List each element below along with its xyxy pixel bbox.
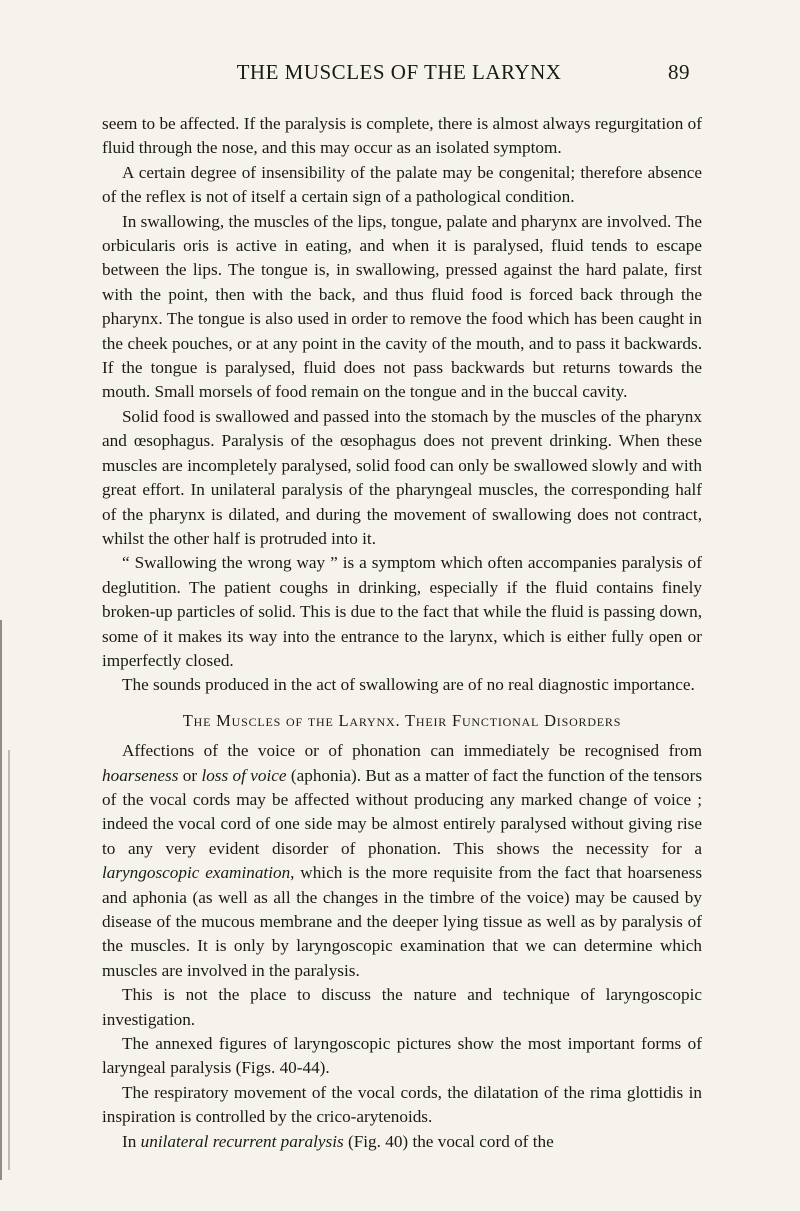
body-text: [102, 112, 702, 1154]
paragraph: This is not the place to discuss the nature and technique of laryngoscopic investigation.: [102, 985, 702, 1029]
paragraph: A certain degree of insensibility of the palate may be congenital; therefore absence of the reflex is not of itself a certain sign of a pathological condition.: [102, 162, 702, 207]
paragraph: The annexed figures of laryngoscopic pictures show the most important forms of laryngeal paralysis (Figs. 40-44).: [102, 1034, 702, 1078]
paragraph: Affections of the voice or of phonation can immediately be recognised from hoarseness or loss of voice (aphonia). But as a matter of fact the function of the tensors of the vocal cords may be affected without producing any marked change of voice ; indeed the vocal cord of one side may be almost entirely paralysed without giving rise to any very evident disorder of phonation. This shows the necessity for a laryngoscopic examination, which is the more requisite from the fact that hoarseness and aphonia (as well as all the changes in the timbre of the voice) may be caused by disease of the mucous membrane and the deeper lying tissue as well as by paralysis of the muscles. It is only by laryngoscopic examination that we can determine which muscles are involved in the paralysis.: [102, 741, 703, 980]
running-head: [120, 60, 690, 85]
paragraph: The respiratory movement of the vocal cords, the dilatation of the rima glottidis in inspiration is controlled by the crico-arytenoids.: [102, 1082, 702, 1127]
page-number: 89: [668, 60, 690, 84]
paragraph: Solid food is swallowed and passed into the stomach by the muscles of the pharynx and œsophagus. Paralysis of the œsophagus does not prevent drinking. When these muscles are incompletely paralysed, solid food can only be swallowed slowly and with great effort. In unilateral paralysis of the pharyngeal muscles, the corresponding half of the pharynx is dilated, and during the movement of swallowing does not contract, whilst the other half is protruded into it.: [102, 406, 702, 548]
paragraph: The sounds produced in the act of swallowing are of no real diagnostic importance.: [122, 675, 695, 695]
paragraph: In unilateral recurrent paralysis (Fig. 40) the vocal cord of the: [122, 1131, 554, 1151]
italic-term: loss of voice: [201, 765, 287, 785]
page-edge-shadow: [0, 620, 8, 1180]
page-edge-shadow: [8, 750, 10, 1170]
section-heading: The Muscles of the Larynx. Their Functional Disorders: [182, 710, 622, 730]
running-title: THE MUSCLES OF THE LARYNX: [236, 60, 562, 84]
paragraph: seem to be affected. If the paralysis is complete, there is almost always regurgitation of fluid through the nose, and this may occur as an isolated symptom.: [102, 114, 702, 158]
paragraph: “ Swallowing the wrong way ” is a symptom which often accompanies paralysis of deglutition. The patient coughs in drinking, especially if the fluid contains finely broken-up particles of solid. This is due to the fact that while the fluid is passing down, some of it makes its way into the entrance to the larynx, which is either fully open or imperfectly closed.: [102, 553, 702, 670]
paragraph: In swallowing, the muscles of the lips, tongue, palate and pharynx are involved. The orbicularis oris is active in eating, and when it is paralysed, fluid tends to escape between the lips. The tongue is, in swallowing, pressed against the hard palate, first with the point, then with the back, and thus fluid food is forced back through the pharynx. The tongue is also used in order to remove the food which has been caught in the cheek pouches, or at any point in the cavity of the mouth, and to pass it backwards. If the tongue is paralysed, fluid does not pass backwards but returns towards the mouth. Small morsels of food remain on the tongue and in the buccal cavity.: [102, 211, 702, 402]
italic-term: unilateral recurrent paralysis: [140, 1131, 344, 1151]
italic-term: hoarseness: [102, 765, 179, 785]
italic-term: laryngoscopic examination: [102, 863, 291, 883]
